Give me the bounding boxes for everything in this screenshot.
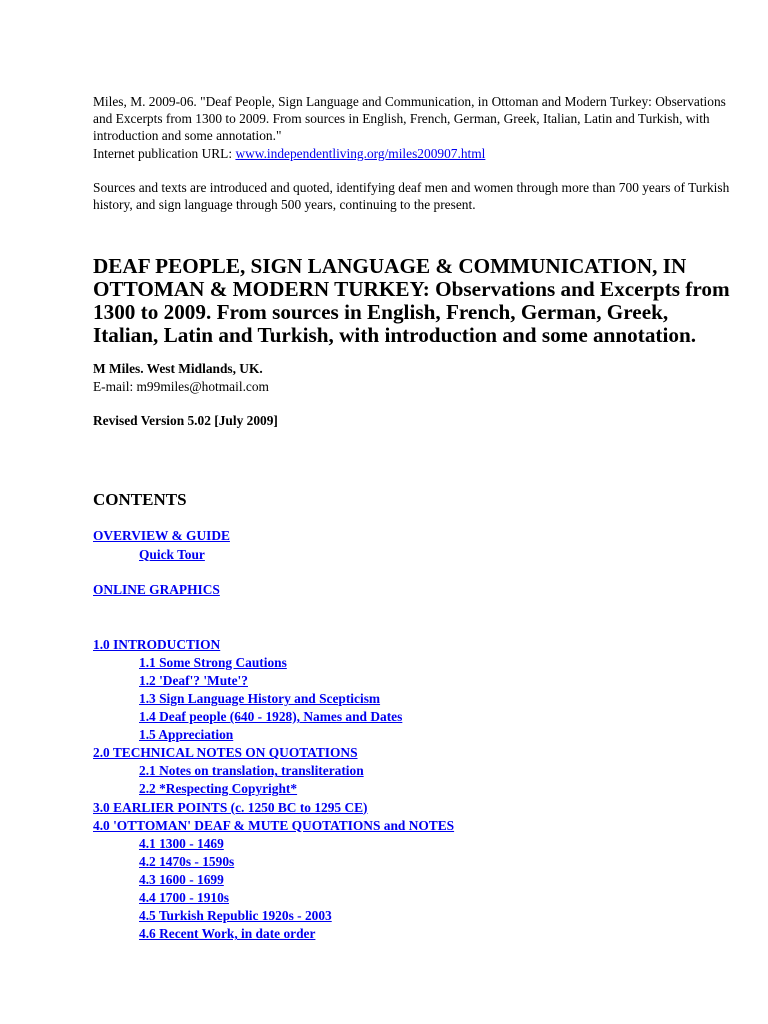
author-block [93,360,733,396]
toc-row [93,726,733,744]
toc-link[interactable]: 2.1 Notes on translation, transliteration [139,763,364,779]
citation [93,93,733,162]
toc-link[interactable]: 1.1 Some Strong Cautions [139,654,287,670]
toc-link[interactable]: 4.0 'OTTOMAN' DEAF & MUTE QUOTATIONS and NOTES [93,817,455,833]
toc-row [93,907,733,925]
toc-row [93,835,733,853]
toc-row [93,799,733,817]
toc-link[interactable]: 4.5 Turkish Republic 1920s - 2003 [139,908,332,924]
toc-link-overview[interactable]: OVERVIEW & GUIDE [93,528,230,544]
toc-link[interactable]: 4.6 Recent Work, in date order [139,926,316,942]
toc-row [93,654,733,672]
url-label: Internet publication URL: [93,145,236,161]
toc-row [93,853,733,871]
toc-link[interactable]: 1.4 Deaf people (640 - 1928), Names and Dates [139,709,403,725]
contents-heading: CONTENTS [93,490,187,510]
toc-link[interactable]: 3.0 EARLIER POINTS (c. 1250 BC to 1295 CE) [93,799,368,815]
toc-row [93,780,733,798]
toc-link[interactable]: 1.3 Sign Language History and Scepticism [139,690,381,706]
toc-row [93,636,733,654]
toc-link-quick-tour[interactable]: Quick Tour [139,546,205,562]
publication-url-link[interactable]: www.independentliving.org/miles200907.html [235,145,486,161]
document-title: DEAF PEOPLE, SIGN LANGUAGE & COMMUNICATION, IN OTTOMAN & MODERN TURKEY: Observations and Excerpts from 1300 to 2009. From sources in English, French, German, Greek, Italian, Latin and Turkish, with introduction and some annotation. [93,254,730,347]
table-of-contents [93,527,733,943]
toc-link-online-graphics[interactable]: ONLINE GRAPHICS [93,581,220,597]
toc-link[interactable]: 4.3 1600 - 1699 [139,871,224,887]
document-page [93,93,733,943]
toc-row [93,672,733,690]
toc-items [93,636,733,944]
toc-link[interactable]: 1.5 Appreciation [139,727,234,743]
toc-link[interactable]: 2.0 TECHNICAL NOTES ON QUOTATIONS [93,745,358,761]
intro-paragraph: Sources and texts are introduced and quoted, identifying deaf men and women through more than 700 years of Turkish history, and sign language through 500 years, continuing to the present. [93,179,730,213]
toc-row [93,871,733,889]
toc-link[interactable]: 4.1 1300 - 1469 [139,835,224,851]
toc-row [93,925,733,943]
toc-row [93,762,733,780]
toc-link[interactable]: 4.4 1700 - 1910s [139,890,230,905]
toc-row [93,889,733,907]
toc-row [93,744,733,762]
revised-version: Revised Version 5.02 [July 2009] [93,413,278,429]
toc-row [93,817,733,835]
toc-row [93,690,733,708]
toc-link[interactable]: 1.0 INTRODUCTION [93,636,221,652]
toc-link[interactable]: 4.2 1470s - 1590s [139,853,235,869]
toc-row [93,708,733,726]
author-name: M Miles. West Midlands, UK. [93,361,263,377]
citation-text: Miles, M. 2009-06. "Deaf People, Sign Language and Communication, in Ottoman and Modern Turkey: Observations and Excerpts from 1300 to 2009. From sources in English, French, German, Greek, Italian, Latin and Turkish, with introduction and some annotation." [93,94,726,144]
author-email: E-mail: m99miles@hotmail.com [93,379,269,395]
toc-link[interactable]: 2.2 *Respecting Copyright* [139,781,298,797]
toc-link[interactable]: 1.2 'Deaf'? 'Mute'? [139,672,248,688]
